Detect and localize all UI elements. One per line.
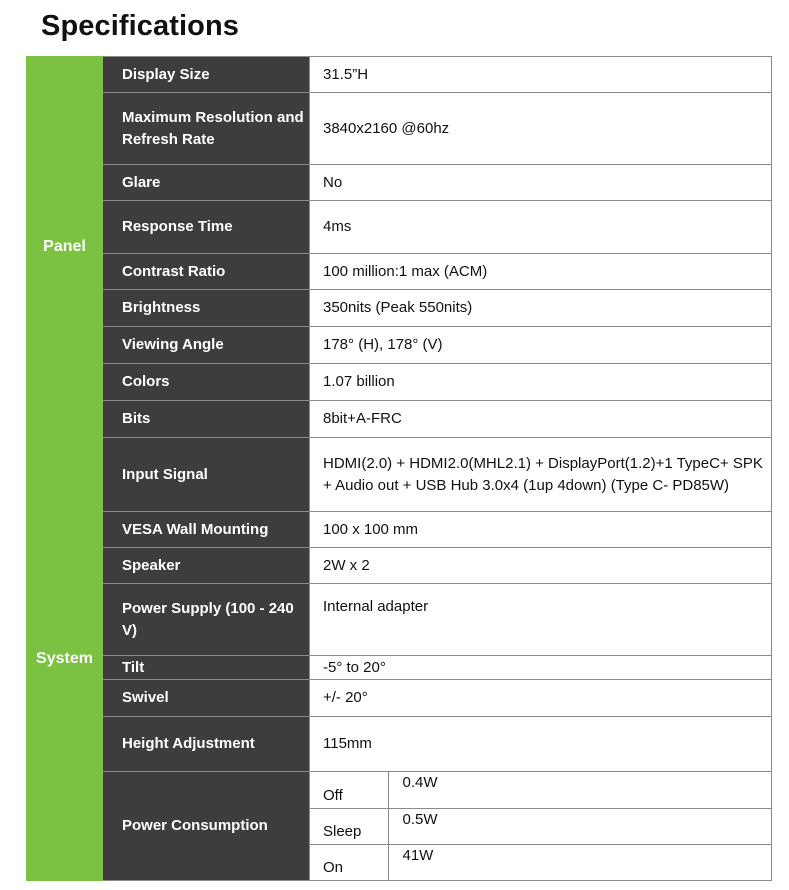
spec-value: Internal adapter (310, 584, 772, 656)
power-mode-row (310, 772, 771, 808)
power-mode-label: Off (310, 772, 388, 808)
spec-value: 3840x2160 @60hz (310, 93, 772, 165)
table-row (27, 512, 772, 548)
power-consumption-cell (310, 772, 772, 881)
table-row (27, 772, 772, 881)
table-row (27, 93, 772, 165)
spec-value: HDMI(2.0) + HDMI2.0(MHL2.1) + DisplayPort(1.2)+1 TypeC+ SPK + Audio out + USB Hub 3.0x4 (1up 4down) (Type C- PD85W) (310, 438, 772, 512)
spec-label: Display Size (103, 57, 310, 93)
spec-label: Tilt (103, 656, 310, 680)
spec-value: -5° to 20° (310, 656, 772, 680)
spec-value: 178° (H), 178° (V) (310, 327, 772, 364)
spec-value: 4ms (310, 201, 772, 254)
table-row (27, 717, 772, 772)
power-mode-label: On (310, 844, 388, 880)
table-row (27, 290, 772, 327)
spec-label: Viewing Angle (103, 327, 310, 364)
group-system: System (27, 438, 103, 881)
page-title: Specifications (41, 10, 240, 42)
power-mode-row (310, 808, 771, 844)
spec-value: 31.5”H (310, 57, 772, 93)
power-mode-value: 41W (402, 846, 434, 864)
spec-value: 350nits (Peak 550nits) (310, 290, 772, 327)
power-mode-label: Sleep (310, 808, 388, 844)
power-modes-table (310, 772, 771, 880)
spec-label: Power Supply (100 - 240 V) (103, 584, 310, 656)
spec-value: 8bit+A-FRC (310, 401, 772, 438)
spec-label: Bits (103, 401, 310, 438)
spec-label: Maximum Resolution and Refresh Rate (103, 93, 310, 165)
table-row (27, 364, 772, 401)
spec-label: Height Adjustment (103, 717, 310, 772)
specifications-table (26, 56, 772, 881)
table-row (27, 656, 772, 680)
spec-value: +/- 20° (310, 680, 772, 717)
spec-label: Input Signal (103, 438, 310, 512)
spec-value: 115mm (310, 717, 772, 772)
spec-label: Glare (103, 165, 310, 201)
table-row (27, 584, 772, 656)
table-row (27, 438, 772, 512)
spec-label: Brightness (103, 290, 310, 327)
spec-label: Power Consumption (103, 772, 310, 881)
table-row (27, 57, 772, 93)
spec-value: No (310, 165, 772, 201)
spec-label: Speaker (103, 548, 310, 584)
spec-label: Swivel (103, 680, 310, 717)
power-mode-row (310, 844, 771, 880)
spec-label: VESA Wall Mounting (103, 512, 310, 548)
table-row (27, 401, 772, 438)
group-panel: Panel (27, 57, 103, 438)
table-row (27, 201, 772, 254)
spec-label: Response Time (103, 201, 310, 254)
spec-value: 100 x 100 mm (310, 512, 772, 548)
table-row (27, 165, 772, 201)
power-mode-value: 0.4W (388, 772, 771, 808)
spec-label: Contrast Ratio (103, 254, 310, 290)
spec-value: 100 million:1 max (ACM) (310, 254, 772, 290)
table-row (27, 327, 772, 364)
table-row (27, 680, 772, 717)
spec-value: 1.07 billion (310, 364, 772, 401)
spec-label: Colors (103, 364, 310, 401)
spec-value: 2W x 2 (310, 548, 772, 584)
table-row (27, 548, 772, 584)
table-row (27, 254, 772, 290)
power-mode-value: 0.5W (388, 808, 771, 844)
